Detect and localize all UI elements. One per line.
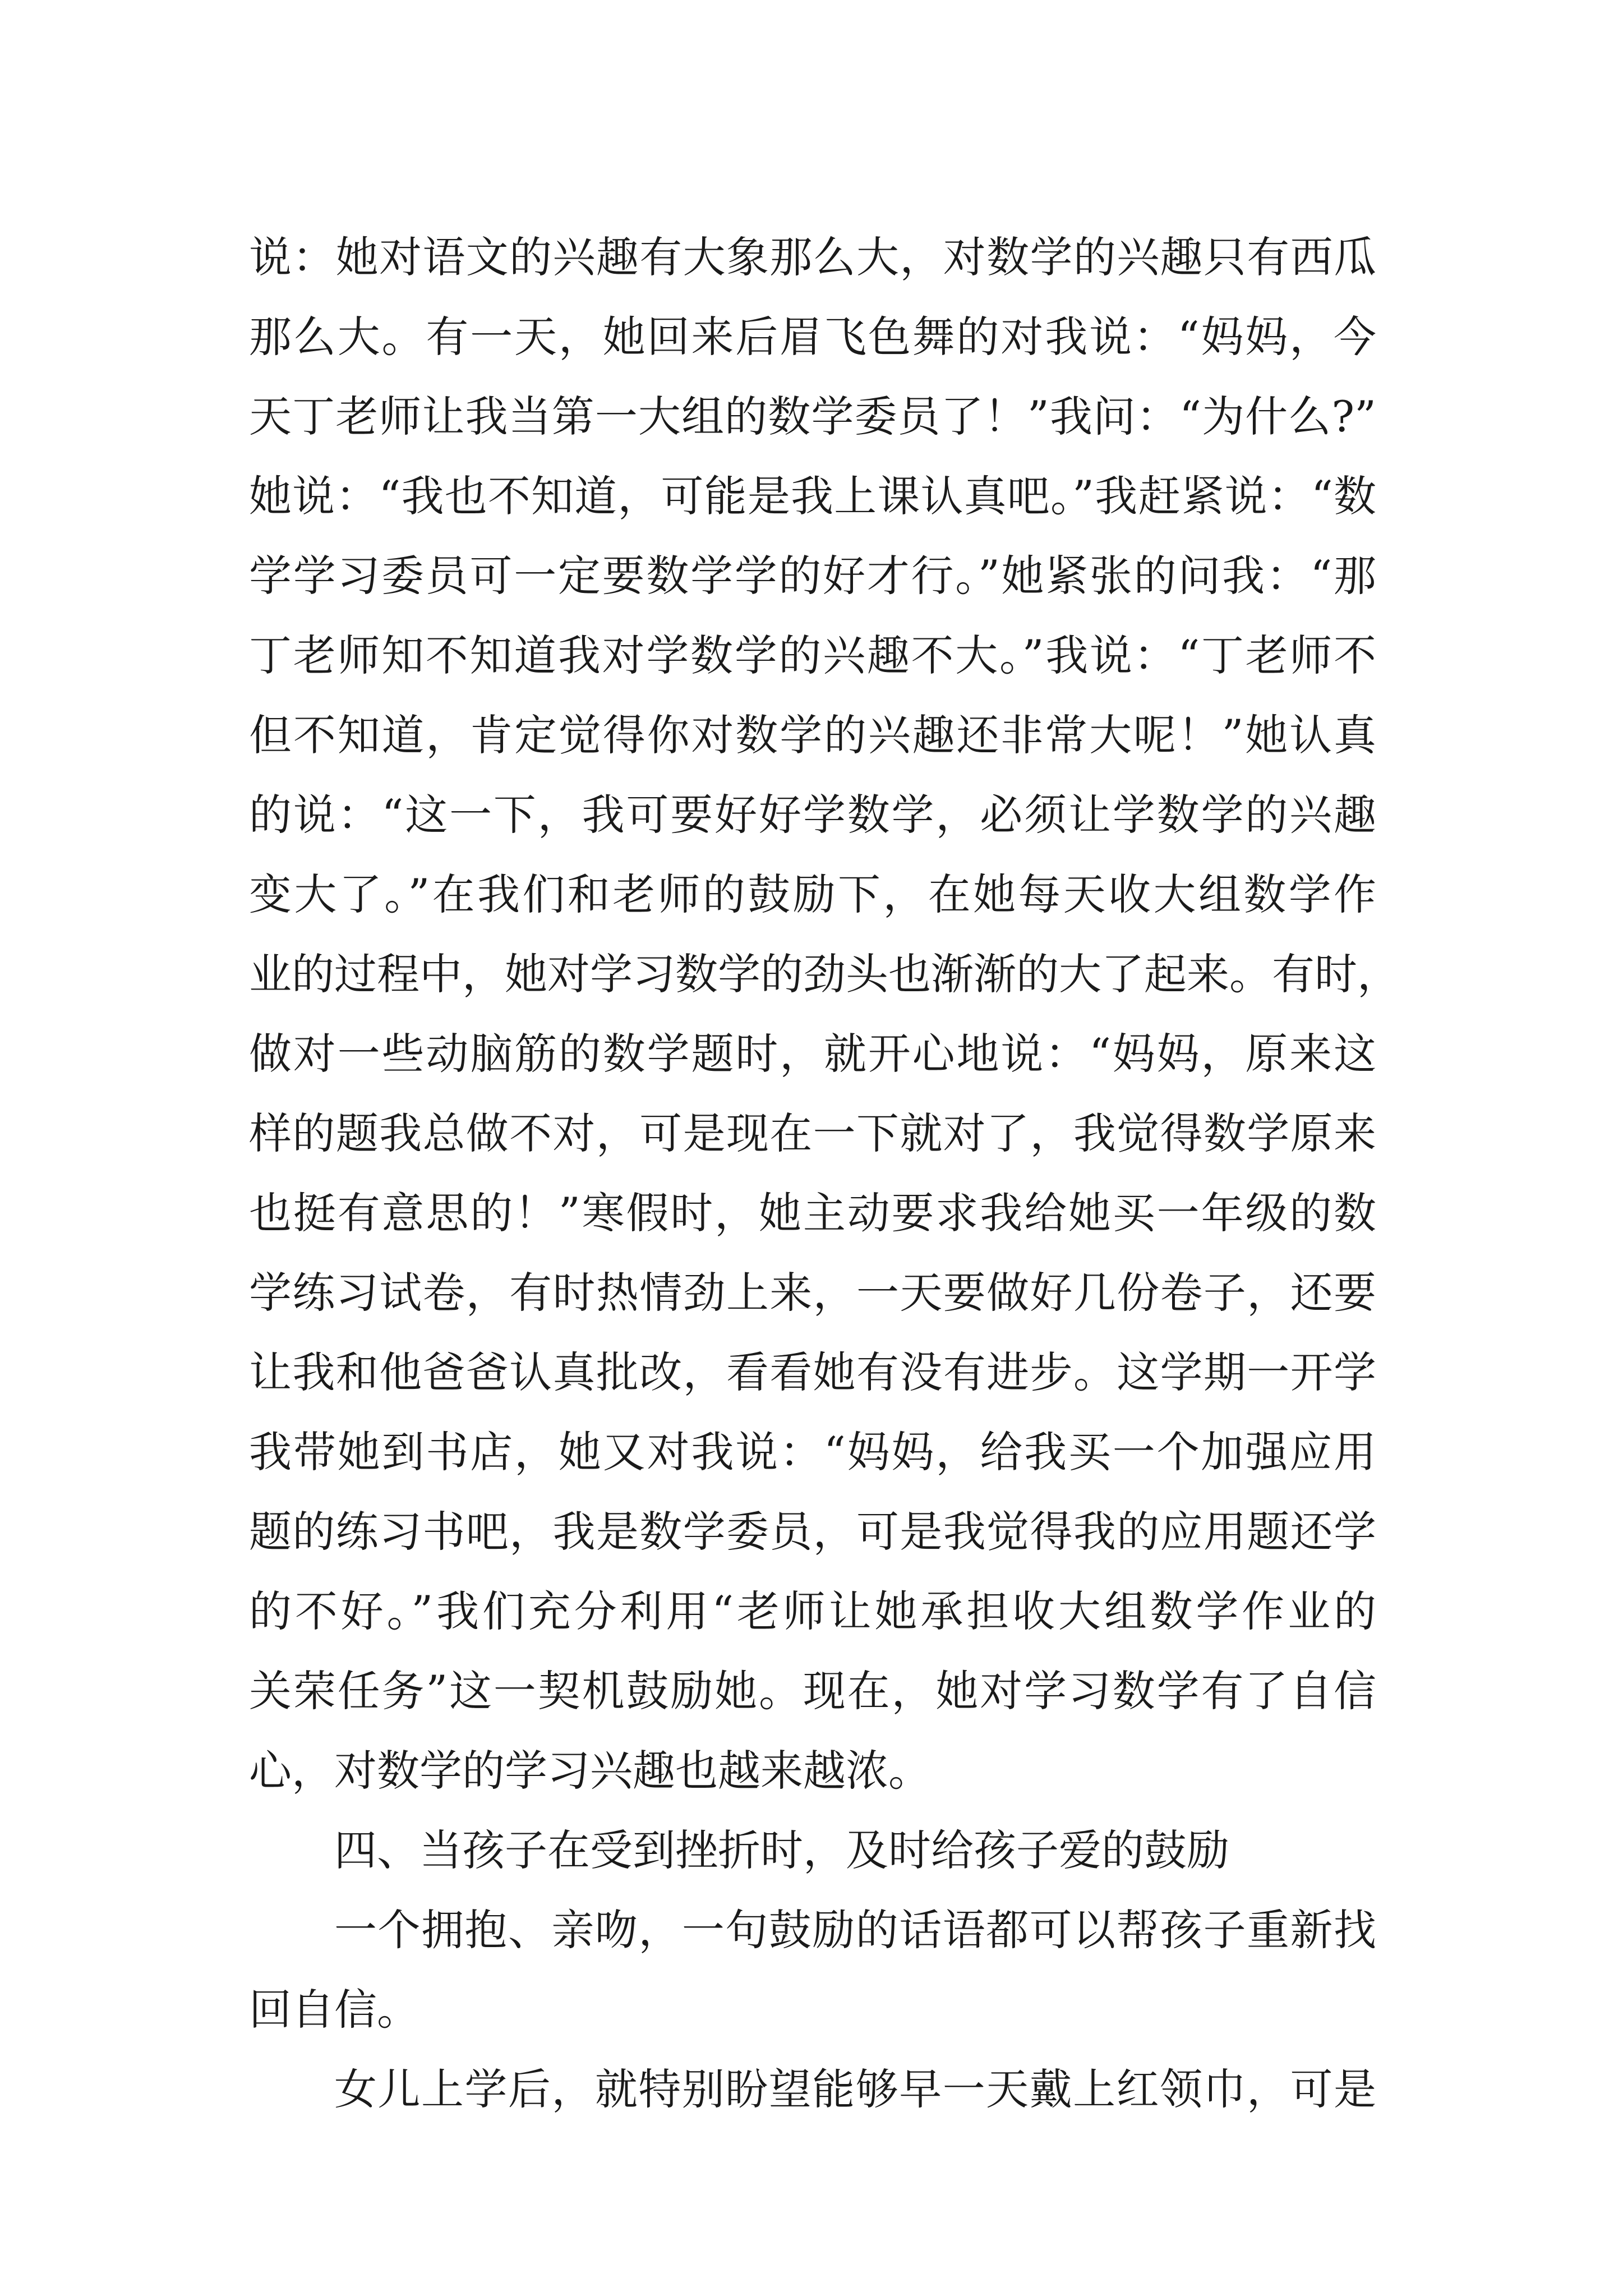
text-line: 丁老师知不知道我对学数学的兴趣不大。”我说：“丁老师不	[249, 631, 1376, 680]
text-line: 的说：“这一下，我可要好好学数学，必须让学数学的兴趣	[249, 790, 1376, 840]
text-line: 她说：“我也不知道，可能是我上课认真吧。”我赶紧说：“数	[249, 471, 1376, 521]
text-line: 的不好。”我们充分利用“老师让她承担收大组数学作业的	[249, 1586, 1376, 1636]
text-line: 学学习委员可一定要数学学的好才行。”她紧张的问我：“那	[249, 551, 1376, 601]
text-line: 让我和他爸爸认真批改，看看她有没有进步。这学期一开学	[249, 1347, 1376, 1397]
text-line: 业的过程中，她对学习数学的劲头也渐渐的大了起来。有时，	[249, 949, 1400, 999]
text-line: 题的练习书吧，我是数学委员，可是我觉得我的应用题还学	[249, 1507, 1376, 1557]
document-body	[249, 218, 1400, 2129]
text-line: 一个拥抱、亲吻，一句鼓励的话语都可以帮孩子重新找	[334, 1905, 1376, 1955]
text-line: 女儿上学后，就特别盼望能够早一天戴上红领巾，可是	[334, 2064, 1376, 2114]
text-line: 天丁老师让我当第一大组的数学委员了！”我问：“为什么?”	[249, 392, 1376, 441]
text-line: 但不知道，肯定觉得你对数学的兴趣还非常大呢！”她认真	[249, 710, 1376, 760]
text-line: 也挺有意思的！”寒假时，她主动要求我给她买一年级的数	[249, 1188, 1376, 1238]
text-line: 那么大。有一天，她回来后眉飞色舞的对我说：“妈妈，今	[249, 312, 1376, 362]
text-line: 样的题我总做不对，可是现在一下就对了，我觉得数学原来	[249, 1108, 1376, 1158]
text-line: 做对一些动脑筋的数学题时，就开心地说：“妈妈，原来这	[249, 1029, 1376, 1079]
text-line: 关荣任务”这一契机鼓励她。现在，她对学习数学有了自信	[249, 1666, 1376, 1716]
section-heading: 四、当孩子在受到挫折时，及时给孩子爱的鼓励	[334, 1825, 1229, 1875]
text-line-paragraph-end: 回自信。	[249, 1985, 419, 2035]
text-line: 说：她对语文的兴趣有大象那么大，对数学的兴趣只有西瓜	[249, 232, 1376, 282]
text-line: 学练习试卷，有时热情劲上来，一天要做好几份卷子，还要	[249, 1268, 1376, 1318]
text-line: 我带她到书店，她又对我说：“妈妈，给我买一个加强应用	[249, 1427, 1376, 1477]
text-line: 变大了。”在我们和老师的鼓励下，在她每天收大组数学作	[249, 869, 1376, 919]
text-line-paragraph-end: 心，对数学的学习兴趣也越来越浓。	[249, 1746, 931, 1796]
